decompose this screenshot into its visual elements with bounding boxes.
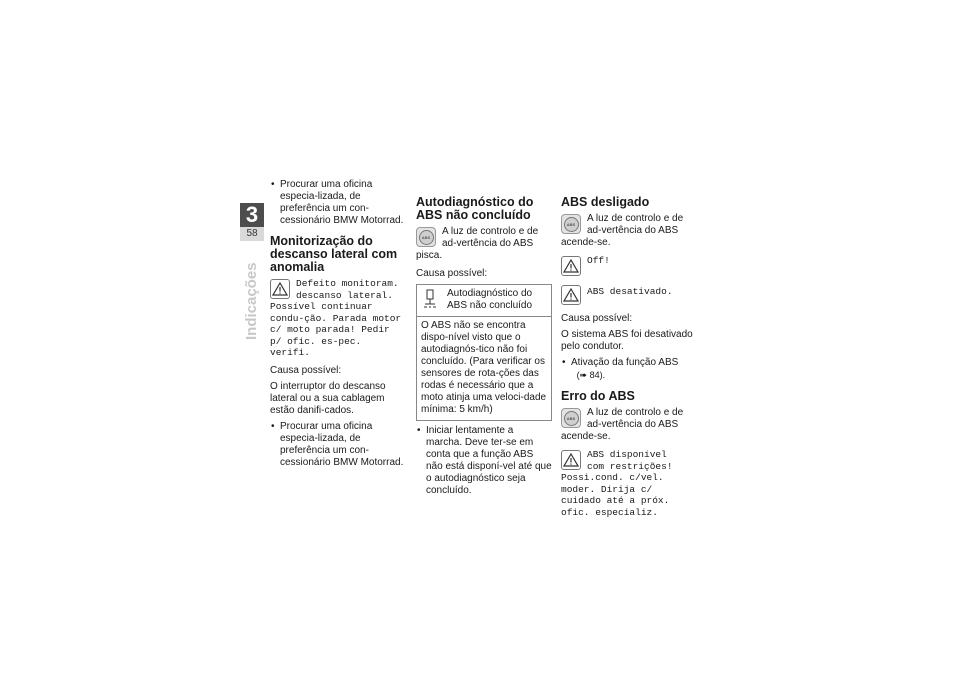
bullet-item: • Iniciar lentamente a marcha. Deve ter-se em conta que a função ABS não está disponí-vel até que o autodiagnóstico seja concluído. — [416, 425, 552, 497]
warning-triangle-icon — [561, 450, 581, 470]
bullet-item: • Procurar uma oficina especia-lizada, de preferência um con-cessionário BMW Motorrad. — [270, 179, 406, 227]
chapter-marker — [240, 203, 264, 241]
column-1 — [270, 179, 406, 473]
display-message — [561, 255, 697, 278]
abs-glyph: ABS — [564, 217, 579, 232]
info-box — [416, 284, 552, 421]
column-2 — [416, 179, 552, 501]
heading-abs-self-diagnosis: Autodiagnóstico do ABS não concluído — [416, 195, 534, 222]
display-text: Possi.cond. c/vel. moder. Dirija c/ cuidado até a próx. ofic. especializ. — [561, 472, 670, 518]
page-reference: (➠ 84). — [576, 370, 606, 380]
lamp-text: A luz de controlo e de ad-vertência do ABS acende-se. — [561, 407, 684, 442]
abs-lamp-icon — [561, 408, 581, 428]
heading-abs-off: ABS desligado — [561, 195, 650, 209]
cause-text: O interruptor do descanso lateral ou a sua cablagem estão danifi-cados. — [270, 380, 386, 416]
chapter-number: 3 — [245, 202, 259, 227]
lamp-info — [561, 213, 697, 249]
display-line: ABS desativado. — [587, 286, 673, 297]
warning-triangle-icon — [561, 256, 581, 276]
display-line: Off! — [587, 255, 610, 266]
diagnosis-lamp-icon — [421, 288, 439, 310]
cause-text: O sistema ABS foi desativado pelo condutor. — [561, 329, 693, 352]
bullet-text: Ativação da função ABS — [571, 357, 679, 368]
section-label: Indicações — [243, 262, 260, 340]
info-box-title: Autodiagnóstico do ABS não concluído — [447, 288, 533, 311]
bullet-item: • Procurar uma oficina especia-lizada, de preferência um con-cessionário BMW Motorrad. — [270, 421, 406, 469]
display-message — [561, 449, 697, 518]
cause-label: Causa possível: — [561, 313, 633, 324]
abs-lamp-icon — [561, 214, 581, 234]
display-line: ABS disponível — [587, 449, 667, 460]
display-line: descanso lateral. — [296, 289, 393, 301]
lamp-info — [416, 226, 552, 262]
lamp-text: A luz de controlo e de ad-vertência do ABS acende-se. — [561, 213, 684, 248]
display-message — [561, 284, 697, 307]
abs-glyph: ABS — [419, 230, 434, 245]
bullet-item — [561, 357, 697, 382]
heading-side-stand: Monitorização do descanso lateral com anomalia — [270, 234, 398, 274]
display-line: com restrições! — [587, 460, 673, 472]
warning-triangle-icon — [270, 279, 290, 299]
warning-triangle-icon — [561, 285, 581, 305]
column-3 — [561, 179, 697, 524]
cause-label: Causa possível: — [416, 268, 488, 279]
lamp-info — [561, 407, 697, 443]
abs-lamp-icon — [416, 227, 436, 247]
display-text: Possível continuar condu-ção. Parada motor c/ moto parada! Pedir p/ ofic. es-pec. verifi. — [270, 301, 402, 358]
display-message — [270, 278, 406, 359]
page-number: 58 — [240, 227, 264, 241]
display-line: Defeito monitoram. — [296, 278, 399, 289]
info-box-header — [417, 285, 551, 317]
heading-abs-error: Erro do ABS — [561, 389, 635, 403]
info-box-body: O ABS não se encontra dispo-nível visto que o autodiagnós-tico não foi concluído. (Para verificar os sensores de rota-ções das rodas é necessário que a moto atinja uma veloci-dade mínima: 5 km/h) — [421, 320, 547, 415]
lamp-text: A luz de controlo e de ad-vertência do ABS pisca. — [416, 226, 539, 261]
abs-glyph: ABS — [564, 411, 579, 426]
cause-label: Causa possível: — [270, 364, 342, 376]
